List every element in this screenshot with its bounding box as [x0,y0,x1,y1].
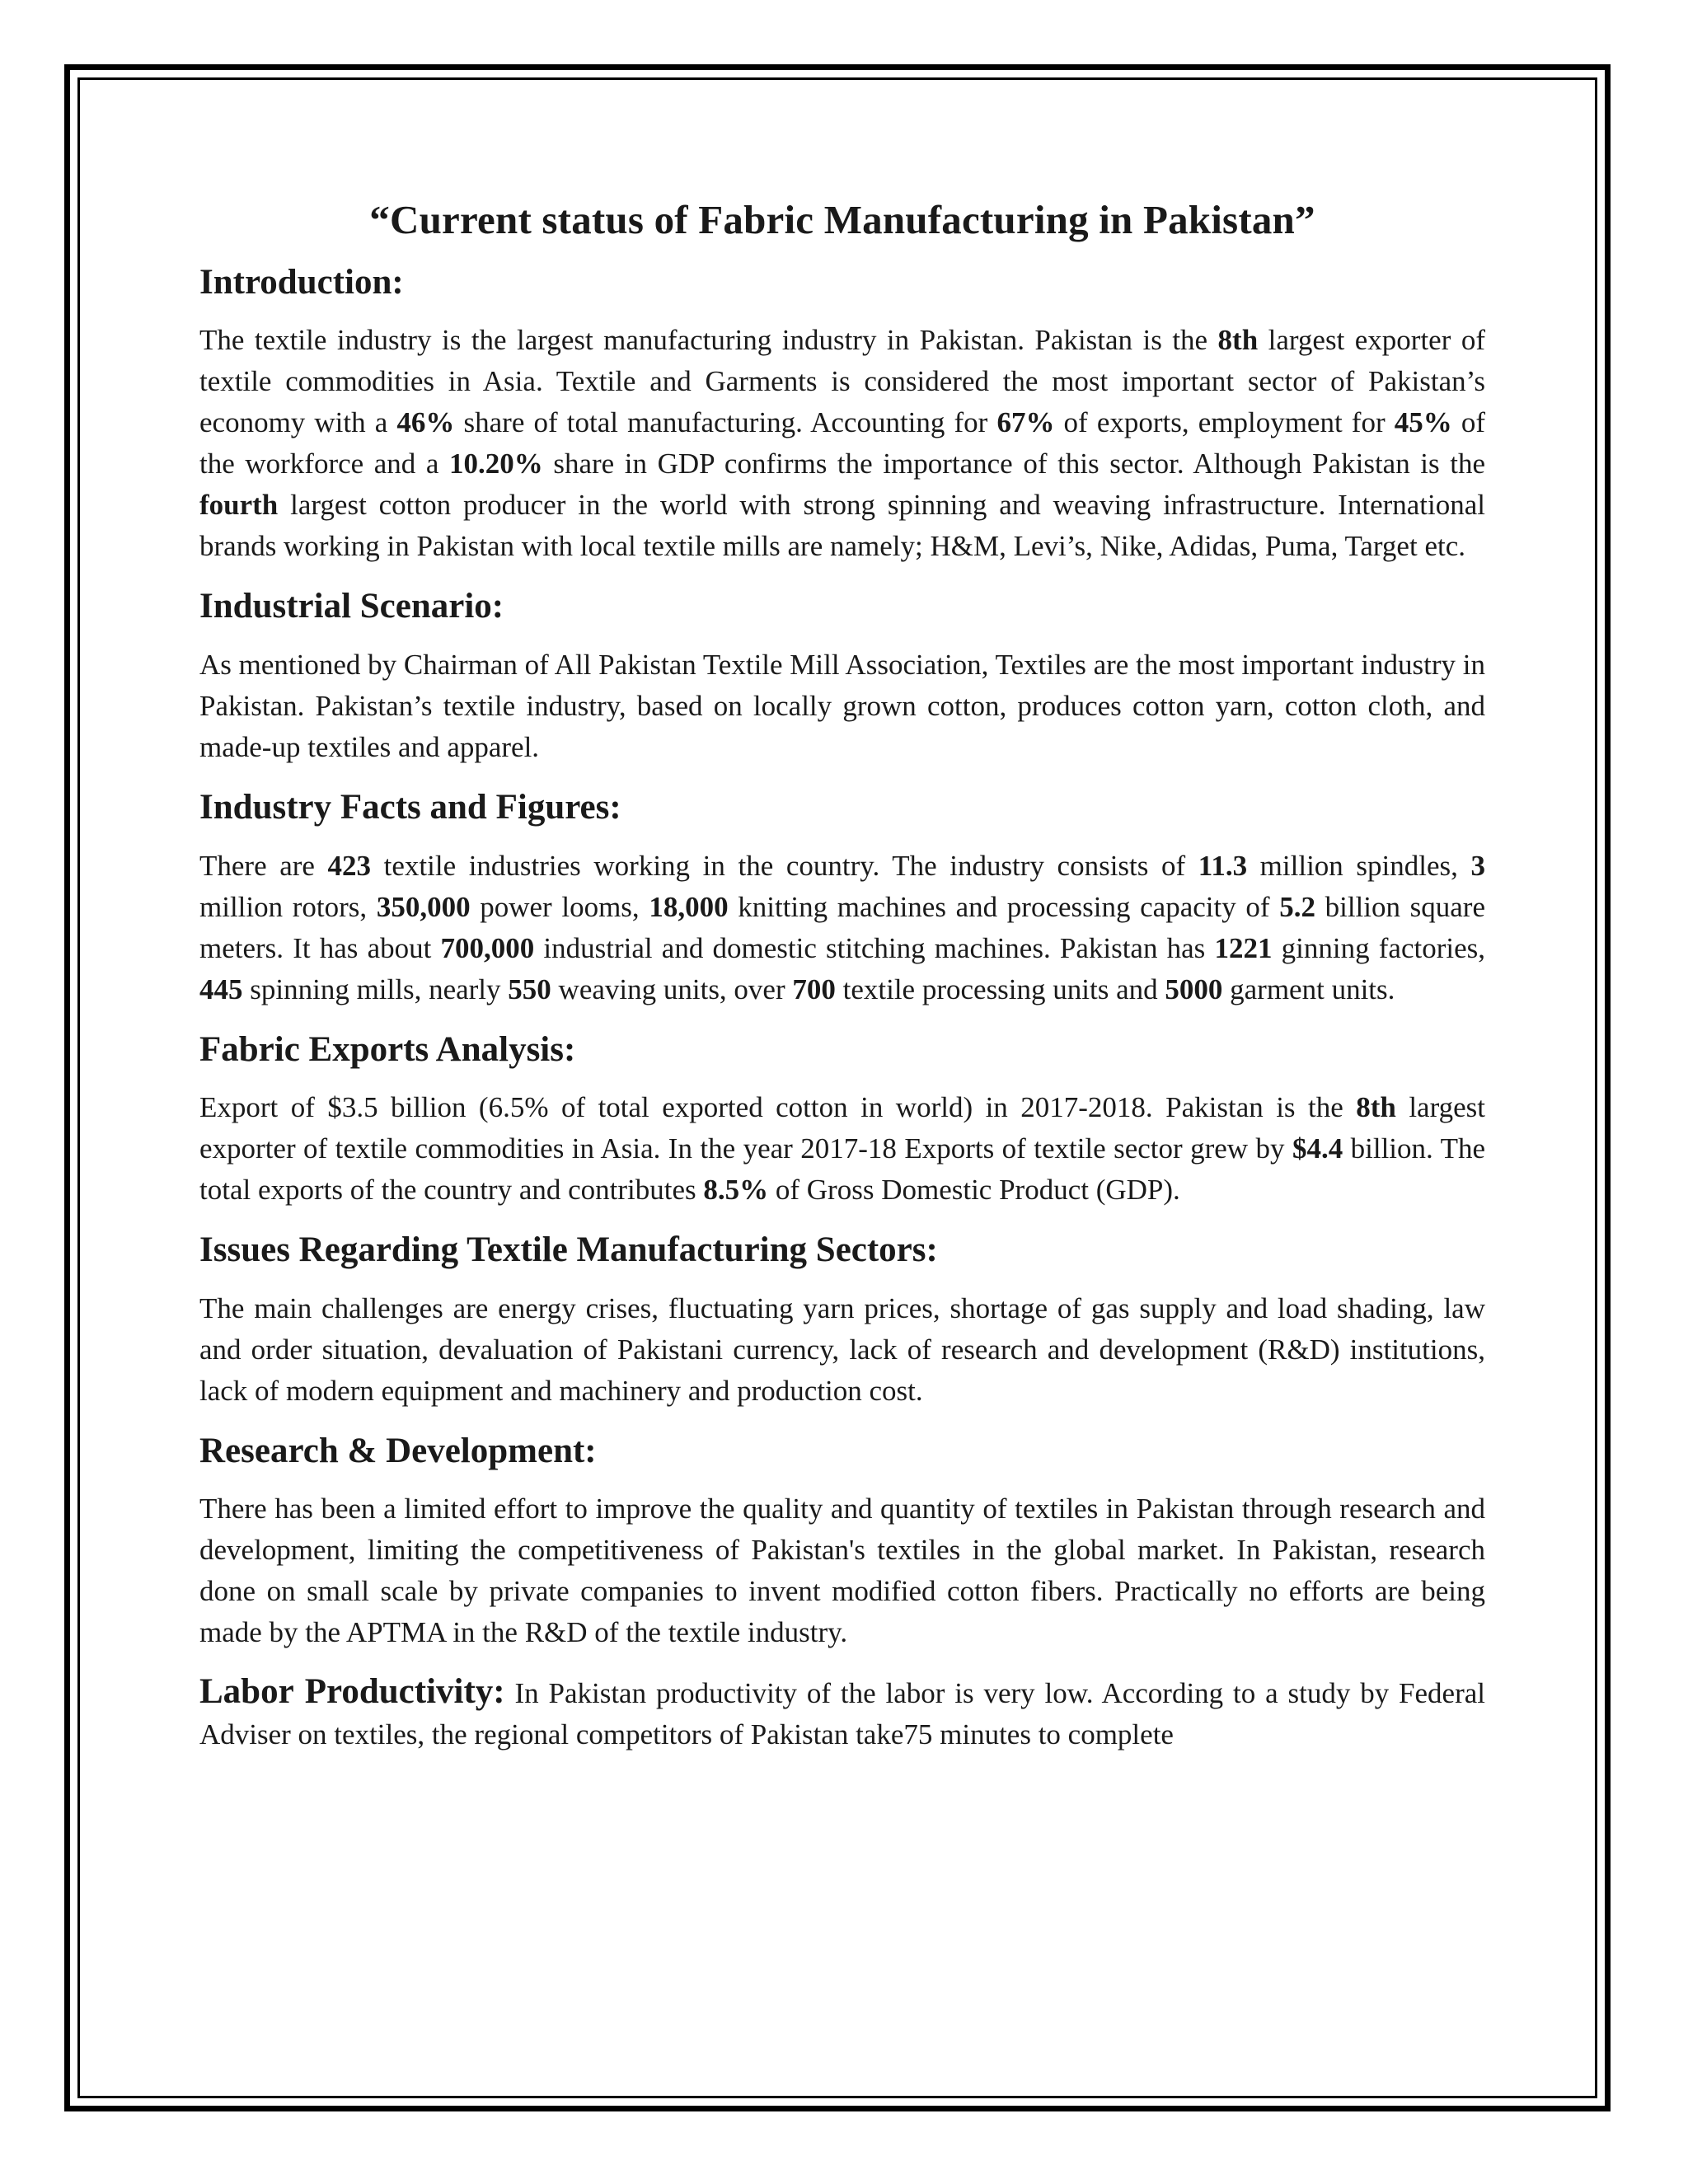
highlighted-figure: 10.20% [449,448,543,480]
highlighted-figure: 700,000 [440,931,535,964]
labor-productivity-heading: Labor Productivity: [199,1672,505,1712]
highlighted-figure: 8th [1356,1091,1396,1124]
highlighted-figure: 423 [327,849,372,882]
paragraph-text: There are [199,849,328,882]
paragraph-text: of the workforce and a [199,406,1486,480]
section-paragraph [199,320,1485,567]
highlighted-figure: 8.5% [703,1174,769,1207]
section-paragraph [199,644,1485,768]
paragraph-text: There has been a limited effort to improve the quality and quantity of textiles in Pakistan through research and development, limiting the competitiveness of Pakistan's textiles in the global market. In Pakistan, research done on small scale by private companies to invent modified cotton fibers. Practically no efforts are being made by the APTMA in the R&D of the textile industry. [199,1493,1485,1649]
paragraph-text: largest cotton producer in the world with strong spinning and weaving infrastructure. International brands working in Pakistan with local textile mills are namely; H&M, Levi’s, Nike, Adidas, Puma, Target etc. [199,489,1485,563]
paragraph-text: share in GDP confirms the importance of this sector. Although Pakistan is the [542,448,1485,480]
paragraph-text: power looms, [470,890,649,923]
paragraph-text: The textile industry is the largest manufacturing industry in Pakistan. Pakistan is the [199,324,1218,357]
paragraph-text: of exports, employment for [1054,406,1395,439]
paragraph-text: weaving units, over [551,972,793,1005]
highlighted-figure: 11.3 [1198,849,1248,882]
paragraph-text: largest exporter of textile commodities in Asia. Textile and Garments is considered the most important sector of Pakistan’s economy with a [199,324,1485,439]
paragraph-text: spinning mills, nearly [242,972,509,1005]
section-paragraph [199,1488,1485,1653]
highlighted-figure: fourth [199,489,279,522]
section-paragraph [199,1288,1485,1412]
paragraph-text: textile industries working in the country. The industry consists of [371,849,1198,882]
paragraph-text: billion. The total exports of the country and contributes [199,1132,1485,1207]
highlighted-figure: 8th [1217,324,1259,357]
document-title: “Current status of Fabric Manufacturing in Pakistan” [369,197,1315,242]
highlighted-figure: 350,000 [376,890,471,923]
labor-productivity-text: In Pakistan productivity of the labor is very low. According to a study by Federal Adviser on textiles, the regional competitors of Pakistan take75 minutes to complete [199,1677,1486,1751]
sections-container [199,261,1485,1654]
paragraph-text: knitting machines and processing capacity of [728,890,1280,923]
section-heading: Industrial Scenario: [199,587,504,626]
highlighted-figure: 46% [396,406,455,439]
paragraph-text: garment units. [1222,972,1395,1005]
highlighted-figure: 1221 [1214,931,1273,964]
highlighted-figure: 5000 [1165,972,1223,1005]
section-heading: Fabric Exports Analysis: [199,1029,576,1069]
highlighted-figure: 45% [1394,406,1452,439]
paragraph-text: share of total manufacturing. Accounting for [454,406,997,439]
paragraph-text: textile processing units and [835,972,1165,1005]
section-paragraph [199,1087,1485,1211]
paragraph-text: ginning factories, [1272,931,1485,964]
highlighted-figure: 550 [508,972,551,1005]
paragraph-text: of Gross Domestic Product (GDP). [768,1174,1180,1207]
highlighted-figure: 3 [1470,849,1485,882]
highlighted-figure: 67% [996,406,1055,439]
section-heading: Introduction: [199,262,404,302]
paragraph-text: As mentioned by Chairman of All Pakistan Textile Mill Association, Textiles are the most important industry in Pakistan. Pakistan’s textile industry, based on locally grown cotton, produces cotton yarn, cotton cloth, and made-up textiles and apparel. [199,648,1485,763]
paragraph-text: largest exporter of textile commodities in Asia. In the year 2017-18 Exports of textile sector grew by [199,1091,1485,1165]
document-body [199,196,1485,1774]
paragraph-text: million spindles, [1247,849,1471,882]
section-heading: Industry Facts and Figures: [199,787,621,827]
paragraph-text: million rotors, [199,890,377,923]
paragraph-text: The main challenges are energy crises, fluctuating yarn prices, shortage of gas supply and load shading, law and order situation, devaluation of Pakistani currency, lack of research and development (R&D) institutions, lack of modern equipment and machinery and production cost. [199,1291,1485,1407]
paragraph-text: industrial and domestic stitching machines. Pakistan has [534,931,1215,964]
highlighted-figure: 5.2 [1279,890,1315,923]
labor-productivity-paragraph [199,1671,1485,1755]
paragraph-text: billion square meters. It has about [199,890,1485,964]
highlighted-figure: 18,000 [649,890,729,923]
highlighted-figure: 445 [199,972,243,1005]
highlighted-figure: $4.4 [1292,1132,1343,1165]
section-paragraph [199,846,1485,1010]
highlighted-figure: 700 [792,972,836,1005]
paragraph-text: Export of $3.5 billion (6.5% of total exported cotton in world) in 2017-2018. Pakistan is the [199,1091,1357,1124]
section-heading: Research & Development: [199,1431,597,1470]
section-heading: Issues Regarding Textile Manufacturing Sectors: [199,1230,938,1270]
